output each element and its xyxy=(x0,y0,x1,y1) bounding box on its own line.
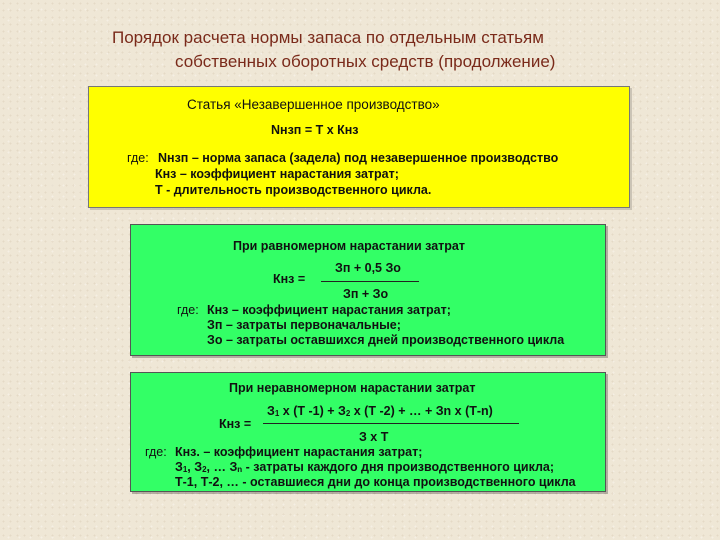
slide-title-line1: Порядок расчета нормы запаса по отдельным статьям xyxy=(112,28,544,47)
article-formula: Nнзп = Т х Кнз xyxy=(271,123,359,137)
uniform-denominator: Зп + Зо xyxy=(343,287,389,301)
nonuniform-lhs: Кнз = xyxy=(219,417,252,431)
nonuniform-def-3: Т-1, Т-2, … - оставшиеся дни до конца производственного цикла xyxy=(175,475,576,489)
nonuniform-defs-prefix: где: xyxy=(145,445,167,459)
nonuniform-fraction-line xyxy=(263,423,519,424)
nonuniform-heading: При неравномерном нарастании затрат xyxy=(229,381,476,395)
uniform-box xyxy=(130,224,606,356)
article-heading: Статья «Незавершенное производство» xyxy=(187,97,440,112)
article-defs-prefix: где: xyxy=(127,151,149,165)
slide-title-line2: собственных оборотных средств (продолжение) xyxy=(175,52,556,71)
article-box xyxy=(88,86,630,208)
nonuniform-numerator: $З_1$ х (Т $-1) + З_2$ х (Т -2) + … + Зn х (Т-n) xyxy=(267,404,493,418)
uniform-def-1: Кнз – коэффициент нарастания затрат; xyxy=(207,303,451,317)
uniform-def-3: Зо – затраты оставшихся дней производственного цикла xyxy=(207,333,565,347)
uniform-heading: При равномерном нарастании затрат xyxy=(233,239,465,253)
uniform-numerator: Зп + 0,5 Зо xyxy=(335,261,401,275)
article-def-2: Кнз – коэффициент нарастания затрат; xyxy=(155,167,399,181)
article-def-3: Т - длительность производственного цикла. xyxy=(155,183,432,197)
nonuniform-def-2: $З_1$, $З_2$, … $З_n$ - затраты каждого дня производственного цикла; xyxy=(175,460,555,474)
slide-title xyxy=(60,26,660,74)
uniform-fraction-line xyxy=(321,281,419,282)
nonuniform-denominator: З х Т xyxy=(359,430,389,444)
nonuniform-box xyxy=(130,372,606,492)
article-def-1: Nнзп – норма запаса (задела) под незавершенное производство xyxy=(158,151,559,165)
nonuniform-def-1: Кнз. – коэффициент нарастания затрат; xyxy=(175,445,423,459)
uniform-def-2: Зп – затраты первоначальные; xyxy=(207,318,401,332)
uniform-lhs: Кнз = xyxy=(273,272,306,286)
uniform-defs-prefix: где: xyxy=(177,303,199,317)
